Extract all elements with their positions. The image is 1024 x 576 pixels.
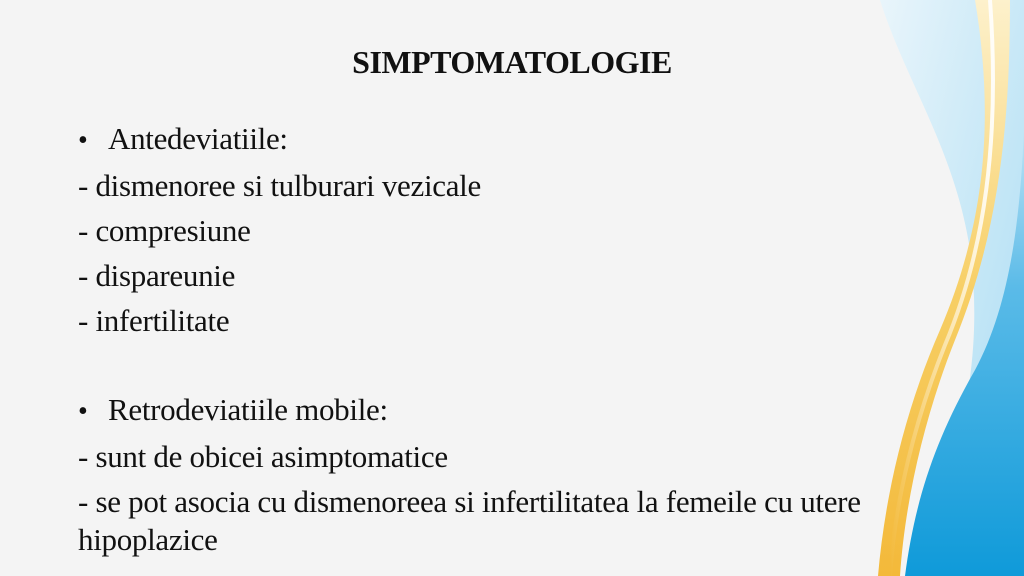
bullet-retrodeviatiile — [78, 387, 898, 434]
slide-title: SIMPTOMATOLOGIE — [352, 44, 672, 80]
bullet-icon: • — [78, 396, 88, 427]
bullet-heading: Antedeviatiile: — [108, 121, 288, 156]
slide-body — [78, 116, 898, 559]
list-item: - dismenoree si tulburari vezicale — [78, 168, 481, 203]
bullet-heading: Retrodeviatiile mobile: — [108, 392, 388, 427]
list-item: - sunt de obicei asimptomatice — [78, 439, 448, 474]
bullet-antedeviatiile — [78, 116, 898, 163]
section-spacer — [78, 343, 898, 387]
list-item: - compresiune — [78, 213, 251, 248]
list-item: - infertilitate — [78, 303, 230, 338]
list-item: - se pot asocia cu dismenoreea si infertilitatea la femeile cu utere hipoplazice — [78, 484, 861, 557]
list-item: - dispareunie — [78, 258, 236, 293]
bullet-icon: • — [78, 125, 88, 156]
